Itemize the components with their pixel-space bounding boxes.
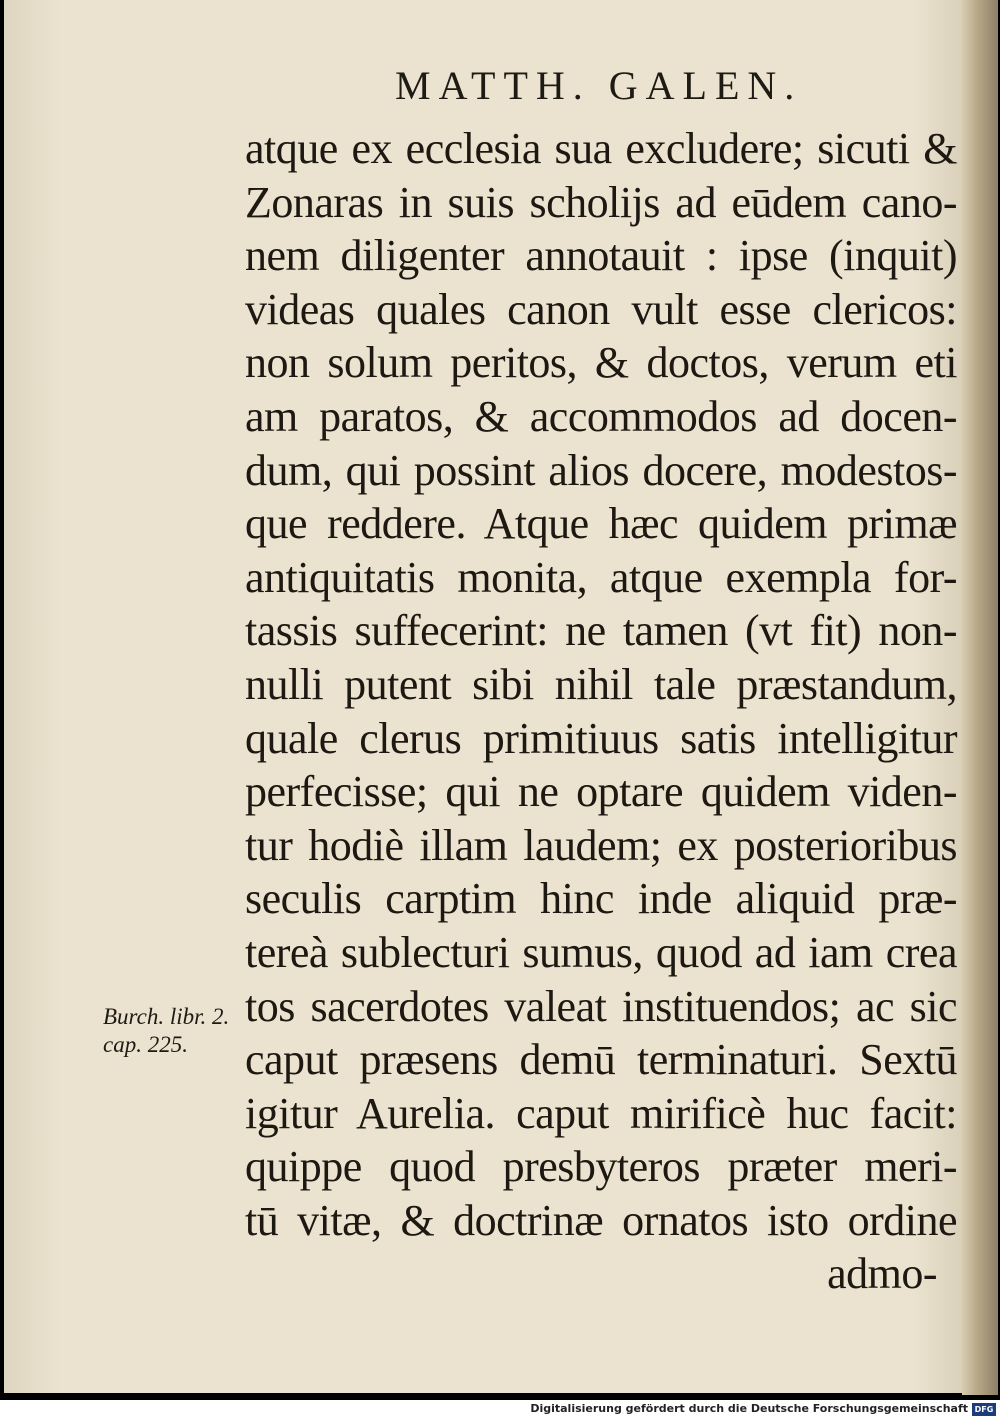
text-line: nem diligenter annotauit : ipse (inquit) [245, 231, 957, 281]
text-line: tur hodiè illam laudem; ex posterioribus [245, 820, 957, 870]
text-line: tereà sublecturi sumus, quod ad iam crea [245, 927, 957, 977]
footer-bar [0, 1400, 1000, 1420]
marginal-note-line: Burch. libr. 2. [103, 1004, 230, 1029]
text-line: perfecisse; qui ne optare quidem viden- [245, 767, 957, 817]
running-header: MATTH. GALEN. [395, 63, 803, 108]
body-text [245, 122, 957, 1301]
text-line: igitur Aurelia. caput mirificè huc facit: [245, 1088, 957, 1138]
page-edge [962, 0, 998, 1395]
text-line: quippe quod presbyteros præter meri- [245, 1142, 957, 1192]
text-line: tassis suffecerint: ne tamen (vt fit) non- [245, 606, 957, 656]
text-line: tū vitæ, & doctrinæ ornatos isto ordine [245, 1195, 957, 1245]
text-line: dum, qui possint alios docere, modestos- [245, 445, 957, 495]
marginal-note [103, 1003, 229, 1059]
text-line: videas quales canon vult esse clericos: [245, 284, 957, 334]
text-line: tos sacerdotes valeat instituendos; ac sic [245, 981, 957, 1031]
catchword: admo- [827, 1249, 937, 1299]
text-line: am paratos, & accommodos ad docen- [245, 391, 957, 441]
text-line: seculis carptim hinc inde aliquid præ- [245, 874, 957, 924]
text-line: atque ex ecclesia sua excludere; sicuti & [245, 124, 957, 173]
text-line: non solum peritos, & doctos, verum eti [245, 338, 957, 388]
text-line: Zonaras in suis scholijs ad eūdem cano- [245, 177, 957, 227]
text-line: caput præsens demū terminaturi. Sextū [245, 1035, 957, 1085]
funding-notice: Digitalisierung gefördert durch die Deutsche Forschungsgemeinschaft [530, 1402, 968, 1415]
text-line: antiquitatis monita, atque exempla for- [245, 552, 957, 602]
text-line: que reddere. Atque hæc quidem primæ [245, 499, 957, 549]
text-line: nulli putent sibi nihil tale præstandum, [245, 659, 957, 709]
dfg-logo: DFG [972, 1403, 996, 1416]
marginal-note-line: cap. 225. [103, 1032, 188, 1057]
text-line: quale clerus primitiuus satis intelligitur [245, 713, 957, 763]
